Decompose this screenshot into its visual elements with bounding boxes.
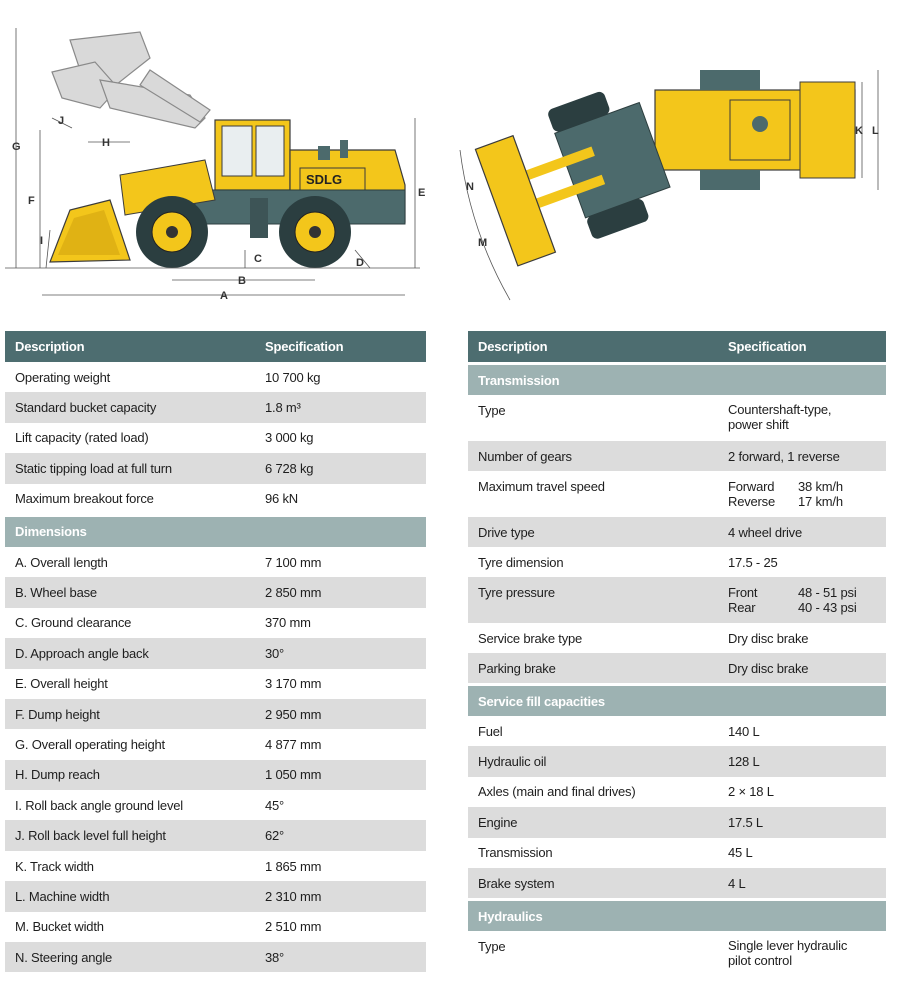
table-row: Maximum travel speed Forward 38 km/h Reverse 17 km/h [468, 471, 886, 517]
row-label: G. Overall operating height [15, 736, 165, 752]
row-value: 128 L [728, 754, 760, 770]
row-value: 4 L [728, 875, 746, 891]
brand-logo: SDLG [306, 172, 343, 187]
table-row [5, 547, 426, 577]
table-row [5, 699, 426, 729]
table-row [5, 608, 426, 638]
table-row [5, 669, 426, 699]
row-label: Static tipping load at full turn [15, 460, 172, 476]
table-row [5, 881, 426, 911]
row-label: I. Roll back angle ground level [15, 797, 183, 813]
table-row [5, 820, 426, 850]
row-value: 4 877 mm [265, 736, 322, 752]
row-value: 7 100 mm [265, 554, 322, 570]
section-transmission: Transmission [468, 365, 886, 395]
left-spec-table [5, 331, 426, 972]
dim-label-j: J [58, 115, 65, 127]
section-service-fill: Service fill capacities [468, 686, 886, 716]
row-label: Axles (main and final drives) [478, 784, 636, 800]
row-value: 2 310 mm [265, 888, 322, 904]
dim-label-e: E [418, 187, 426, 199]
row-label: Maximum breakout force [15, 491, 154, 507]
table-row [5, 362, 426, 392]
row-label: C. Ground clearance [15, 615, 132, 631]
row-value: 62° [265, 828, 285, 844]
dim-label-l: L [872, 125, 879, 137]
table-row [468, 807, 886, 837]
table-row [5, 577, 426, 607]
row-label: D. Approach angle back [15, 645, 149, 661]
row-value: 17.5 L [728, 814, 763, 830]
dim-label-k: K [855, 125, 863, 137]
table-row [468, 838, 886, 868]
table-row: Tyre pressure Front 48 - 51 psi Rear 40 - 43 psi [468, 577, 886, 623]
table-row [5, 942, 426, 972]
table-row [5, 760, 426, 790]
table-row: Type Countershaft-type, power shift [468, 395, 886, 441]
row-value: 2 850 mm [265, 585, 322, 601]
table-row [468, 777, 886, 807]
row-label: L. Machine width [15, 888, 110, 904]
row-value: 1 050 mm [265, 767, 322, 783]
table-row: Number of gears 2 forward, 1 reverse [468, 441, 886, 471]
row-value: 140 L [728, 723, 760, 739]
loader-illustrations [0, 0, 900, 318]
row-label: Hydraulic oil [478, 754, 547, 770]
dim-label-n: N [466, 181, 474, 193]
loader-side-view [5, 28, 425, 302]
table-row [468, 746, 886, 776]
table-row [5, 912, 426, 942]
dim-label-d: D [356, 257, 364, 269]
table-row [5, 729, 426, 759]
table-row [5, 484, 426, 514]
row-value: 38° [265, 949, 285, 965]
header-specification: Specification [265, 339, 344, 354]
row-label: M. Bucket width [15, 919, 104, 935]
row-label: B. Wheel base [15, 585, 97, 601]
section-dimensions: Dimensions [5, 517, 426, 547]
row-label: Engine [478, 814, 518, 830]
header-specification: Specification [728, 339, 807, 354]
table-row: Parking brake Dry disc brake [468, 653, 886, 683]
table-row [5, 423, 426, 453]
loader-top-view [460, 70, 879, 300]
row-label: Brake system [478, 875, 555, 891]
row-label: N. Steering angle [15, 949, 113, 965]
dim-label-i: I [40, 235, 44, 247]
row-value: 1 865 mm [265, 858, 322, 874]
row-label: J. Roll back level full height [15, 828, 166, 844]
dim-label-m: M [478, 237, 488, 249]
row-label: F. Dump height [15, 706, 100, 722]
row-value: 30° [265, 645, 285, 661]
table-row [5, 851, 426, 881]
row-label: Lift capacity (rated load) [15, 430, 149, 446]
table-row: Tyre dimension 17.5 - 25 [468, 547, 886, 577]
row-value: 10 700 kg [265, 369, 321, 385]
table-row [468, 868, 886, 898]
table-header [5, 331, 426, 362]
row-label: Fuel [478, 723, 503, 739]
row-label: Standard bucket capacity [15, 400, 157, 416]
row-label: H. Dump reach [15, 767, 100, 783]
header-description: Description [15, 339, 85, 354]
dim-label-b: B [238, 275, 246, 287]
dim-label-g: G [12, 141, 21, 153]
table-row [5, 453, 426, 483]
right-spec-table [468, 331, 886, 975]
dim-label-h: H [102, 137, 110, 149]
table-row [468, 716, 886, 746]
row-value: 2 × 18 L [728, 784, 774, 800]
table-row: Service brake type Dry disc brake [468, 623, 886, 653]
table-row [5, 638, 426, 668]
header-description: Description [478, 339, 548, 354]
row-value: 45 L [728, 845, 753, 861]
row-label: Operating weight [15, 369, 111, 385]
row-value: 2 510 mm [265, 919, 322, 935]
table-row [5, 392, 426, 422]
row-value: 3 000 kg [265, 430, 314, 446]
row-label: Transmission [478, 845, 553, 861]
row-value: 370 mm [265, 615, 311, 631]
dim-label-a: A [220, 290, 228, 302]
table-row [5, 790, 426, 820]
row-label: K. Track width [15, 858, 94, 874]
section-hydraulics: Hydraulics [468, 901, 886, 931]
row-value: 1.8 m³ [265, 400, 301, 416]
row-value: 96 kN [265, 491, 298, 507]
table-header [468, 331, 886, 362]
row-value: 45° [265, 797, 285, 813]
row-value: 3 170 mm [265, 676, 322, 692]
row-value: 2 950 mm [265, 706, 322, 722]
row-label: E. Overall height [15, 676, 108, 692]
table-row: Drive type 4 wheel drive [468, 517, 886, 547]
row-label: A. Overall length [15, 554, 108, 570]
table-row: Type Single lever hydraulic pilot control [468, 931, 886, 975]
dim-label-f: F [28, 195, 35, 207]
row-value: 6 728 kg [265, 460, 314, 476]
dim-label-c: C [254, 253, 262, 265]
